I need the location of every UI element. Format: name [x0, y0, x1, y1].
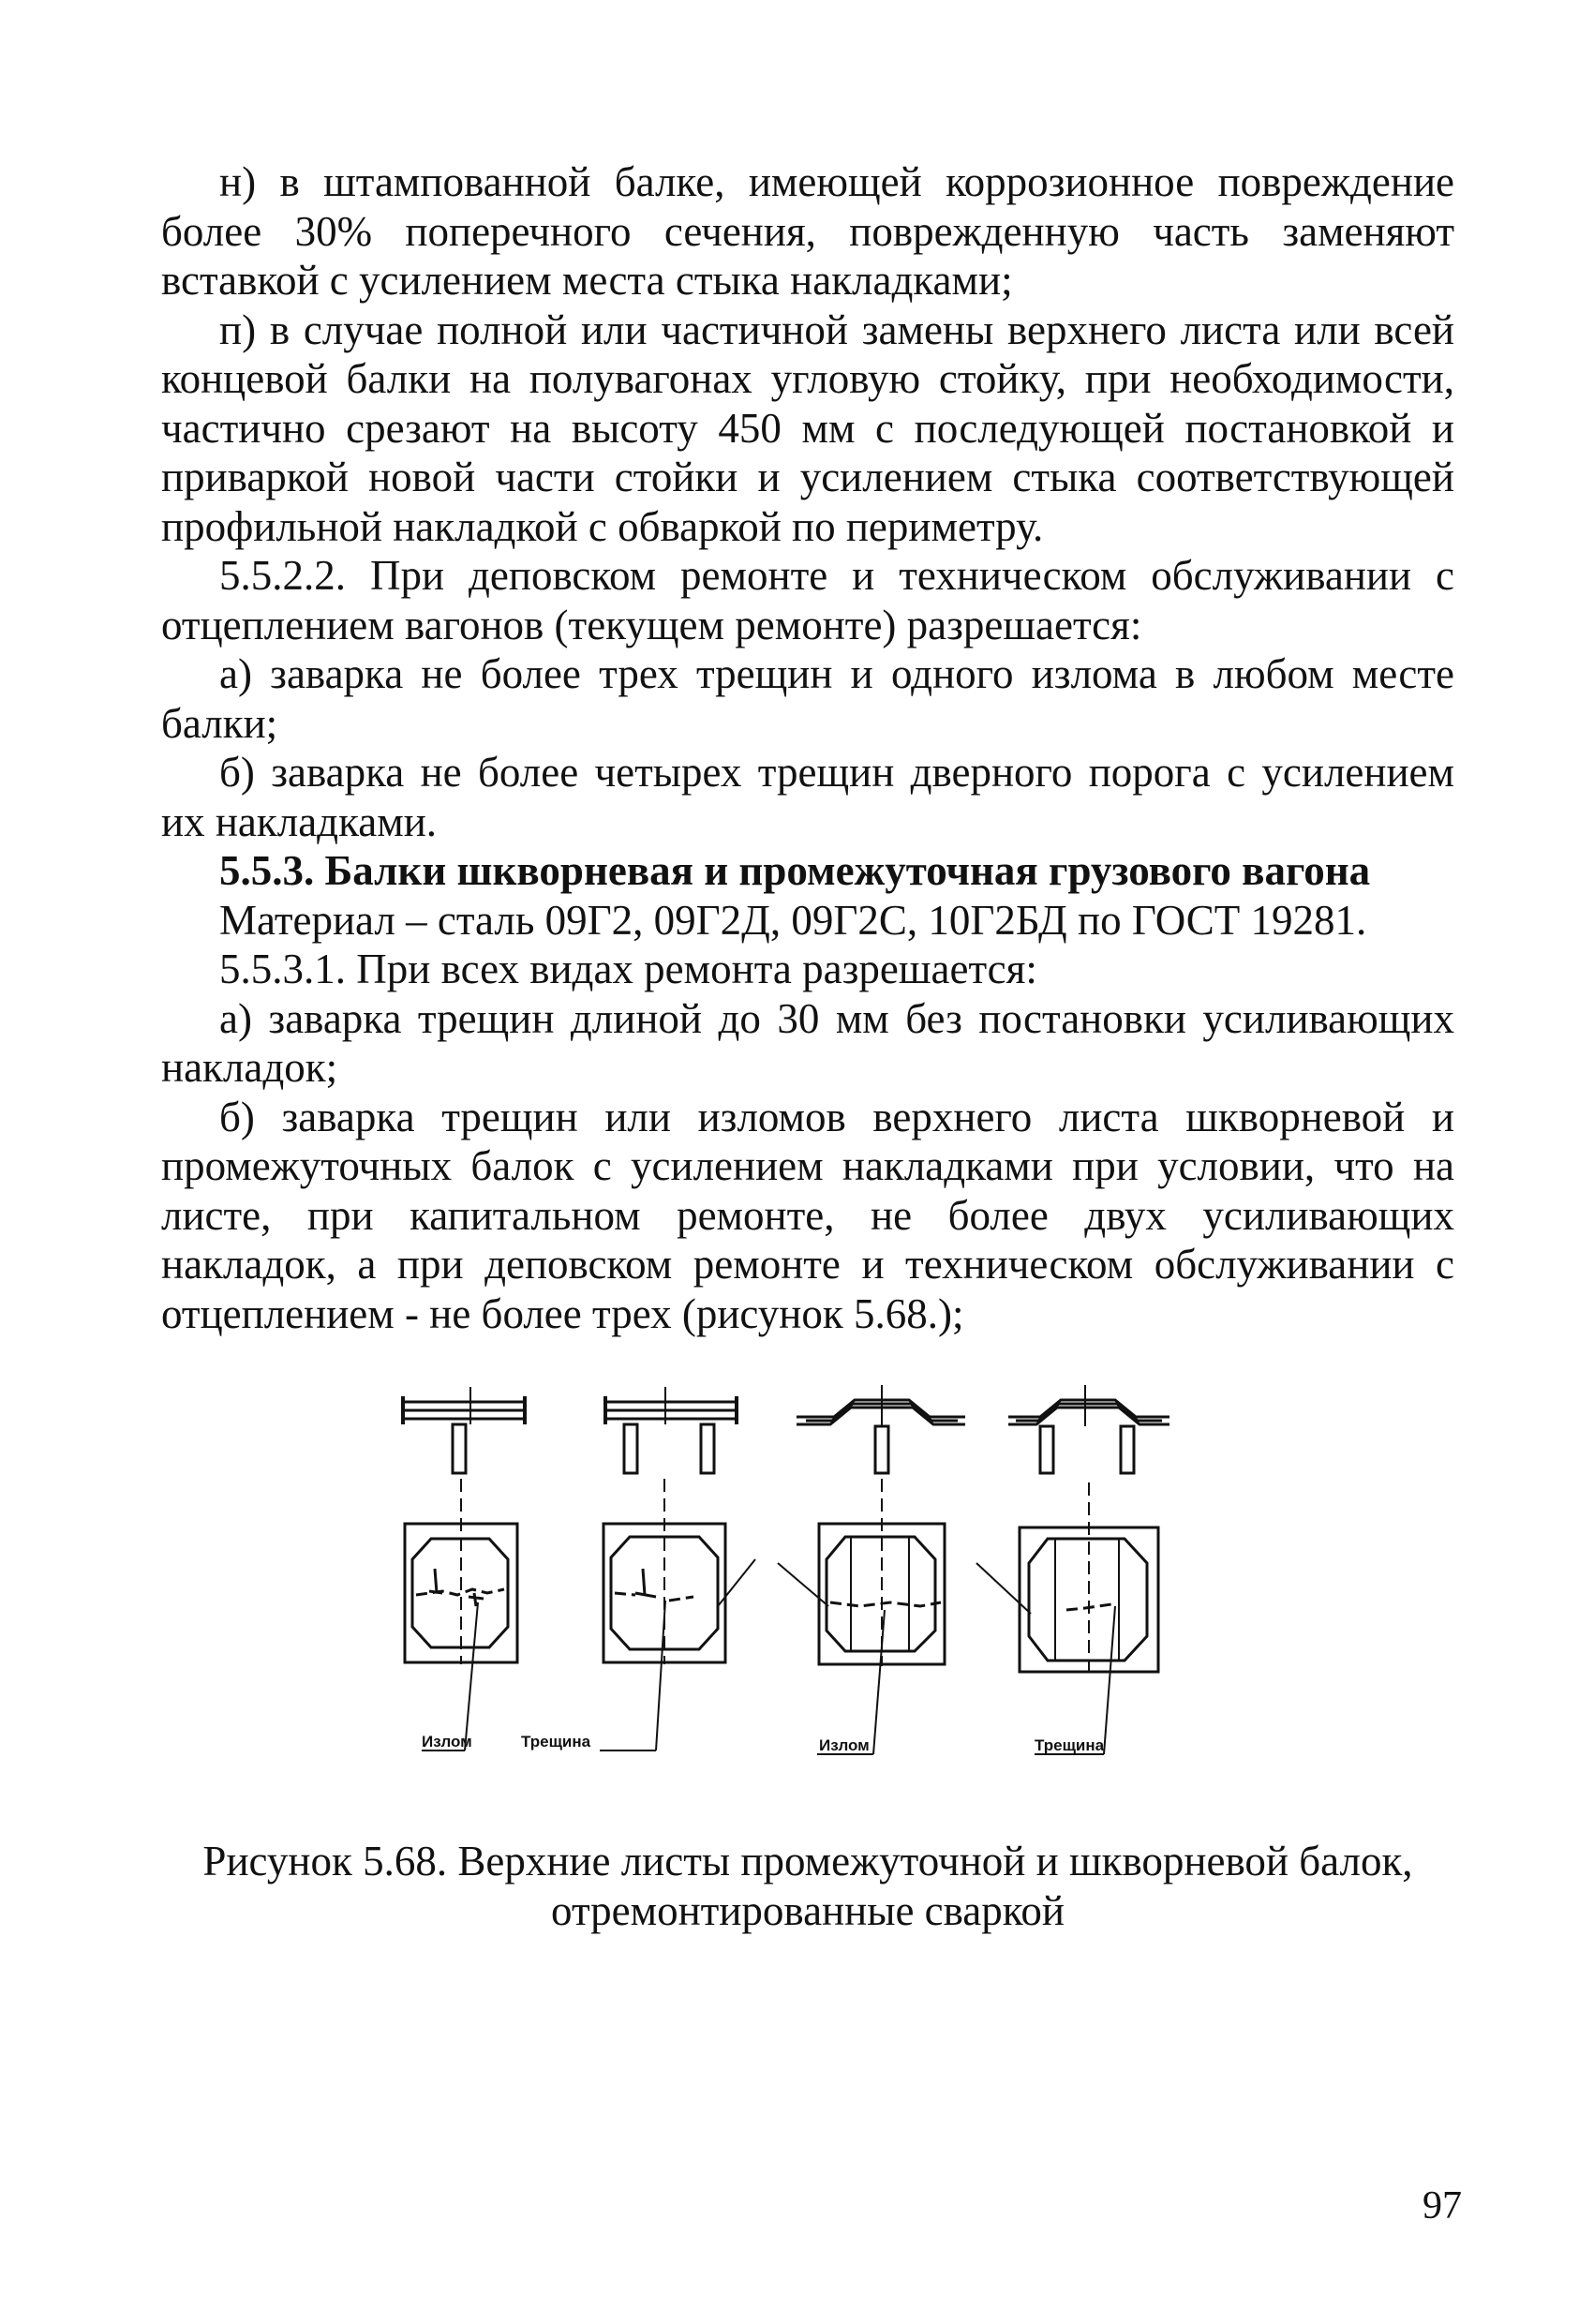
paragraph-b-2: б) заварка трещин или изломов верхнего листа шкворневой и промежуточных балок с усилением накладками при условии, что на листе, при капитальном ремонте, не более двух усиливающих накладок, а при деповском ремонте и техническом обслуживании с отцеплением - не более трех (рисунок 5.68.); [161, 1093, 1454, 1337]
page-number: 97 [1423, 2184, 1462, 2227]
beam-3-section [797, 1385, 965, 1473]
paragraph-b-1: б) заварка не более четырех трещин дверного порога с усилением их накладками. [161, 749, 1454, 845]
beam-2-plan [600, 1479, 755, 1750]
beam-2-section [605, 1387, 737, 1473]
beam-plates-drawing [384, 1385, 1246, 1816]
beam-4-section [1008, 1385, 1169, 1473]
body-text [161, 157, 1454, 1338]
label-treshchina-2: Трещина [1035, 1736, 1105, 1754]
paragraph-5-5-2-2: 5.5.2.2. При деповском ремонте и техническом обслуживании с отцеплением вагонов (текущем ремонте) разрешается: [161, 552, 1454, 648]
paragraph-n: н) в штампованной балке, имеющей коррозионное повреждение более 30% поперечного сечения, поврежденную часть заменяют вставкой с усилением места стыка накладками; [161, 158, 1454, 304]
beam-4-plan [976, 1482, 1158, 1754]
beam-3-plan [778, 1479, 945, 1754]
figure-caption [161, 1837, 1454, 1936]
paragraph-p: п) в случае полной или частичной замены верхнего листа или всей концевой балки на полувагонах угловую стойку, при необходимости, частично срезают на высоту 450 мм с последующей постановкой и приваркой новой части стойки и усилением стыка соответствующей профильной накладкой с обваркой по периметру. [161, 305, 1454, 550]
beam-1-section [403, 1387, 525, 1473]
paragraph-a-1: а) заварка не более трех трещин и одного излома в любом месте балки; [161, 650, 1454, 747]
paragraph-a-2: а) заварка трещин длиной до 30 мм без постановки усиливающих накладок; [161, 994, 1454, 1091]
caption-line-1: Рисунок 5.68. Верхние листы промежуточной и шкворневой балок, [202, 1838, 1413, 1885]
caption-line-2: отремонтированные сваркой [551, 1887, 1065, 1934]
label-izlom-2: Излом [819, 1736, 870, 1754]
paragraph-5-5-3-1: 5.5.3.1. При всех видах ремонта разрешается: [219, 946, 1037, 992]
figure-5-68 [384, 1385, 1246, 1816]
label-treshchina-1: Трещина [521, 1733, 591, 1750]
beam-1-plan [405, 1479, 517, 1750]
section-heading-5-5-3: 5.5.3. Балки шкворневая и промежуточная грузового вагона [219, 847, 1371, 894]
label-izlom-1: Излом [422, 1733, 472, 1750]
paragraph-material: Материал – сталь 09Г2, 09Г2Д, 09Г2С, 10Г2БД по ГОСТ 19281. [219, 896, 1367, 944]
